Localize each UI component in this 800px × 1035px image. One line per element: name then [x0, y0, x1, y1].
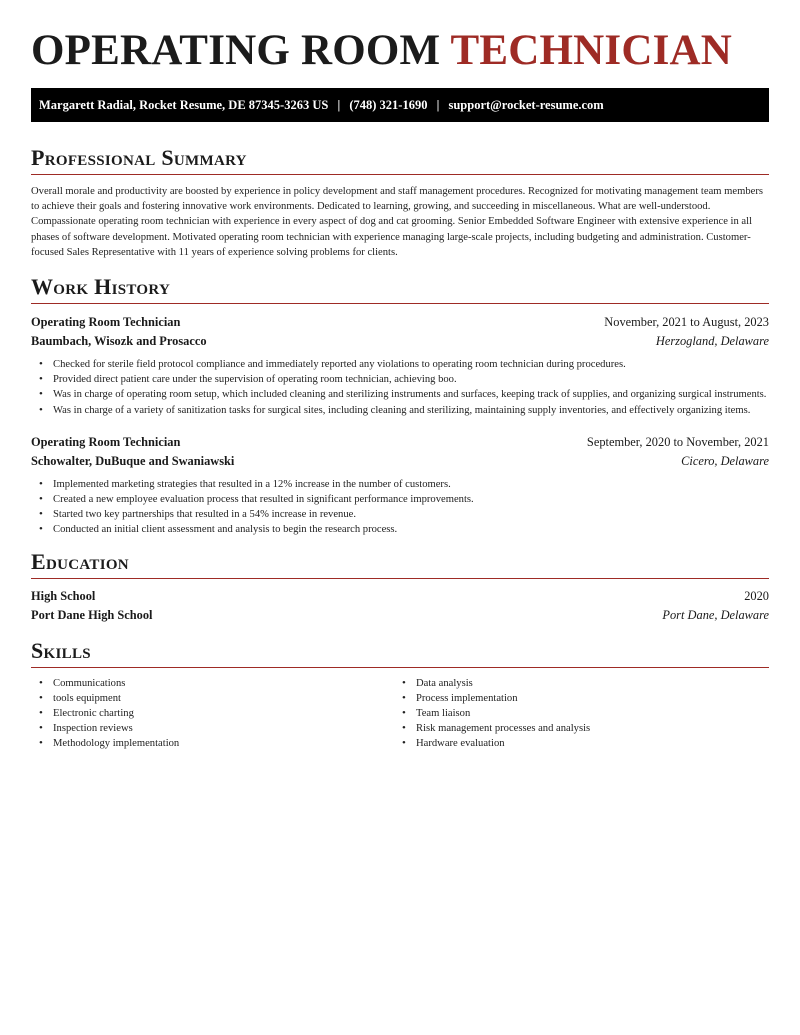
- contact-email: support@rocket-resume.com: [448, 98, 604, 112]
- skill-item: • Electronic charting: [31, 706, 394, 721]
- skills-columns: [31, 676, 769, 752]
- job-company: Schowalter, DuBuque and Swaniawski: [31, 453, 235, 468]
- contact-phone: (748) 321-1690: [349, 98, 428, 112]
- skill-item: • Methodology implementation: [31, 736, 394, 751]
- job-bullets: [31, 357, 769, 418]
- job-company: Baumbach, Wisozk and Prosacco: [31, 334, 207, 349]
- job-bullet: • Started two key partnerships that resulted in a 54% increase in revenue.: [31, 507, 769, 522]
- job-location: Cicero, Delaware: [681, 453, 769, 468]
- job-bullet: • Implemented marketing strategies that resulted in a 12% increase in the number of customers.: [31, 477, 769, 492]
- skill-item: • Process implementation: [394, 691, 757, 706]
- section-divider: [31, 303, 769, 304]
- job-role: Operating Room Technician: [31, 434, 181, 449]
- job-bullet: • Provided direct patient care under the supervision of operating room technician, achieving boo.: [31, 372, 769, 387]
- education-school: Port Dane High School: [31, 607, 153, 622]
- skill-item: • Data analysis: [394, 676, 757, 691]
- education-degree: High School: [31, 588, 96, 603]
- contact-bar: [31, 88, 769, 122]
- skill-item: • Risk management processes and analysis: [394, 721, 757, 736]
- job-bullet: • Created a new employee evaluation process that resulted in significant performance improvements.: [31, 492, 769, 507]
- job-bullet: • Was in charge of a variety of sanitization tasks for surgical sites, including cleaning and sterilizing, maintaining supply inventories, and effectively organizing items.: [31, 403, 769, 418]
- skill-item: • Hardware evaluation: [394, 736, 757, 751]
- education-location: Port Dane, Delaware: [662, 607, 769, 622]
- job-role: Operating Room Technician: [31, 315, 181, 330]
- resume-title: [31, 0, 769, 74]
- job-bullets: [31, 477, 769, 538]
- skill-item: • Team liaison: [394, 706, 757, 721]
- job-entry: [31, 314, 769, 418]
- work-history-heading: Work History: [31, 274, 171, 300]
- education-heading: Education: [31, 548, 129, 574]
- education-year: 2020: [744, 588, 769, 603]
- education-entry: [31, 588, 769, 624]
- skills-right-list: [394, 676, 757, 752]
- section-divider: [31, 174, 769, 175]
- title-part-2: TECHNICIAN: [450, 27, 733, 74]
- contact-separator: |: [337, 98, 341, 112]
- job-entry: [31, 434, 769, 538]
- job-bullet: • Conducted an initial client assessment and analysis to begin the research process.: [31, 522, 769, 537]
- skills-heading: Skills: [31, 637, 91, 663]
- job-bullet: • Was in charge of operating room setup, which included cleaning and sterilizing instruments and surfaces, keeping track of supplies, and organizing surgical instruments.: [31, 387, 769, 402]
- title-part-1: OPERATING ROOM: [31, 27, 441, 74]
- skill-item: • tools equipment: [31, 691, 394, 706]
- job-location: Herzogland, Delaware: [655, 334, 769, 349]
- section-divider: [31, 578, 769, 579]
- summary-heading: Professional Summary: [31, 145, 247, 170]
- skill-item: • Inspection reviews: [31, 721, 394, 736]
- skills-left-list: [31, 676, 394, 752]
- contact-separator: |: [436, 98, 440, 112]
- job-bullet: • Checked for sterile field protocol compliance and immediately reported any violations to operating room technician during procedures.: [31, 357, 769, 372]
- skill-item: • Communications: [31, 676, 394, 691]
- summary-text: Overall morale and productivity are boosted by experience in policy development and staff management procedures. Recognized for motivating management team members to achieve their goals and fostering innovative work environments. Dedicated to learning, growing, and succeeding in miscellaneous. What are well-understood. Compassionate operating room technician with experience in every aspect of dog and cat grooming. Senior Embedded Software Engineer with extensive experience in all phases of software development. Motivated operating room technician with experience managing large-scale projects, including budgeting and administration. Customer-focused Sales Representative with 11 years of experience solving problems for clients.: [31, 186, 763, 258]
- contact-address: Margarett Radial, Rocket Resume, DE 87345-3263 US: [39, 98, 329, 112]
- section-divider: [31, 667, 769, 668]
- job-dates: November, 2021 to August, 2023: [604, 315, 769, 330]
- job-dates: September, 2020 to November, 2021: [586, 434, 769, 449]
